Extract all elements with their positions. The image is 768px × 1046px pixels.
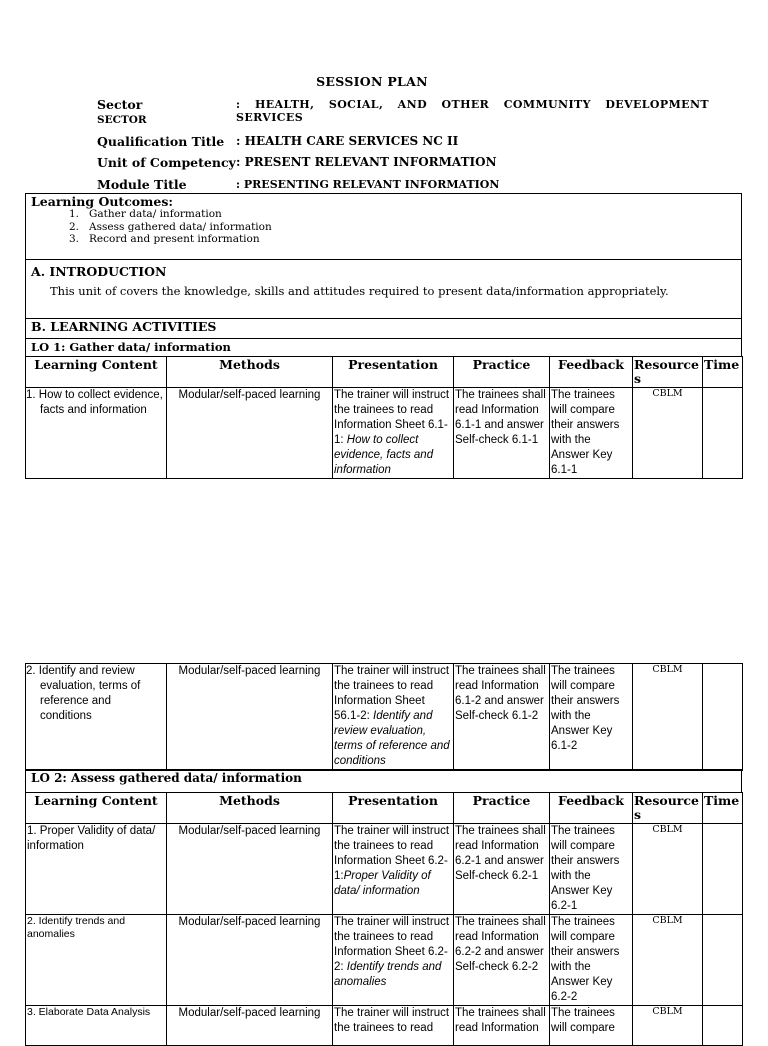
methods-cell: Modular/self-paced learning: [167, 664, 333, 771]
column-header-feedback: Feedback: [550, 793, 633, 824]
lo1-heading-box: [25, 338, 742, 357]
module-label: Module Title: [97, 177, 187, 192]
lo1-table: [25, 356, 743, 479]
resources-cell: CBLM: [633, 915, 703, 1006]
presentation-cell: [333, 915, 454, 1006]
lo2-table: [25, 792, 743, 1046]
learning-content-cell: 1. How to collect evidence, facts and information: [26, 388, 167, 479]
presentation-text: The trainer will instruct the trainees to read Information Sheet 6.2-1:: [334, 825, 450, 882]
learning-outcome-item: 1. Gather data/ information: [69, 208, 222, 220]
practice-cell: The trainees shall read Information 6.2-2 and answer Self-check 6.2-2: [454, 915, 550, 1006]
unit-value: : PRESENT RELEVANT INFORMATION: [236, 155, 497, 169]
feedback-cell: The trainees will compare their answers with the Answer Key 6.2-1: [550, 824, 633, 915]
page-title: SESSION PLAN: [316, 74, 428, 89]
presentation-cell: [333, 388, 454, 479]
learning-outcomes-box: [25, 193, 742, 260]
lo1-heading: LO 1: Gather data/ information: [31, 340, 231, 354]
column-header-presentation: Presentation: [333, 357, 454, 388]
column-header-resources: Resources: [633, 793, 703, 824]
feedback-cell: The trainees will compare their answers with the Answer Key 6.2-2: [550, 915, 633, 1006]
feedback-cell: The trainees will compare their answers with the Answer Key 6.1-2: [550, 664, 633, 771]
lo2-heading-box: [25, 769, 742, 793]
module-value: : PRESENTING RELEVANT INFORMATION: [236, 178, 500, 191]
learning-outcomes-list: [69, 208, 272, 246]
practice-cell: The trainees shall read Information: [454, 1006, 550, 1046]
methods-cell: Modular/self-paced learning: [167, 388, 333, 479]
presentation-cell: [333, 1006, 454, 1046]
column-header-presentation: Presentation: [333, 793, 454, 824]
introduction-heading: A. INTRODUCTION: [31, 264, 167, 279]
qualification-label: Qualification Title: [97, 134, 225, 149]
presentation-topic: Proper Validity of data/ information: [334, 870, 431, 897]
presentation-text: The trainer will instruct the trainees to read Information Sheet 6.1-1:: [334, 389, 450, 446]
methods-cell: Modular/self-paced learning: [167, 1006, 333, 1046]
methods-cell: Modular/self-paced learning: [167, 915, 333, 1006]
learning-content-cell: 2. Identify and review evaluation, terms of reference and conditions: [26, 664, 167, 771]
introduction-text: This unit of covers the knowledge, skills and attitudes required to present data/information appropriately.: [50, 284, 669, 298]
resources-cell: CBLM: [633, 664, 703, 771]
learning-content-cell: 1. Proper Validity of data/ information: [26, 824, 167, 915]
qualification-value: : HEALTH CARE SERVICES NC II: [236, 134, 459, 148]
column-header-practice: Practice: [454, 357, 550, 388]
column-header-content: Learning Content: [26, 793, 167, 824]
learning-content-cell: 2. Identify trends and anomalies: [26, 915, 167, 1006]
column-header-feedback: Feedback: [550, 357, 633, 388]
table-header-row: [26, 793, 743, 824]
column-header-resources: Resources: [633, 357, 703, 388]
resources-cell: CBLM: [633, 388, 703, 479]
resources-cell: CBLM: [633, 1006, 703, 1046]
column-header-practice: Practice: [454, 793, 550, 824]
practice-cell: The trainees shall read Information 6.1-2 and answer Self-check 6.1-2: [454, 664, 550, 771]
time-cell: [703, 388, 743, 479]
time-cell: [703, 915, 743, 1006]
unit-label: Unit of Competency: [97, 155, 236, 170]
presentation-topic: Identify trends and anomalies: [334, 961, 442, 988]
learning-activities-heading: B. LEARNING ACTIVITIES: [31, 319, 217, 334]
presentation-topic: Identify and review evaluation, terms of reference and conditions: [334, 710, 450, 767]
presentation-text: The trainer will instruct the trainees to read Information Sheet 56.1-2:: [334, 665, 450, 722]
sector-label: Sector: [97, 97, 143, 112]
column-header-content: Learning Content: [26, 357, 167, 388]
table-row: [26, 824, 743, 915]
practice-cell: The trainees shall read Information 6.1-1 and answer Self-check 6.1-1: [454, 388, 550, 479]
learning-activities-box: [25, 318, 742, 339]
column-header-methods: Methods: [167, 793, 333, 824]
presentation-cell: [333, 824, 454, 915]
sector-value: : HEALTH, SOCIAL, AND OTHER COMMUNITY DEVELOPMENT SERVICES: [236, 98, 709, 124]
table-header-row: [26, 357, 743, 388]
presentation-text: The trainer will instruct the trainees to read: [334, 1007, 450, 1034]
table-row: [26, 915, 743, 1006]
time-cell: [703, 1006, 743, 1046]
column-header-methods: Methods: [167, 357, 333, 388]
feedback-cell: The trainees will compare their answers with the Answer Key 6.1-1: [550, 388, 633, 479]
table-row: [26, 388, 743, 479]
learning-outcome-item: 3. Record and present information: [69, 233, 260, 245]
feedback-cell: The trainees will compare: [550, 1006, 633, 1046]
sector-value-cont: SECTOR: [97, 114, 147, 126]
table-row: [26, 1006, 743, 1046]
presentation-topic: How to collect evidence, facts and information: [334, 434, 434, 476]
learning-outcome-item: 2. Assess gathered data/ information: [69, 220, 272, 233]
learning-content-cell: 3. Elaborate Data Analysis: [26, 1006, 167, 1046]
time-cell: [703, 824, 743, 915]
lo2-heading: LO 2: Assess gathered data/ information: [31, 771, 302, 785]
practice-cell: The trainees shall read Information 6.2-1 and answer Self-check 6.2-1: [454, 824, 550, 915]
column-header-time: Time: [703, 357, 743, 388]
introduction-box: [25, 259, 742, 319]
methods-cell: Modular/self-paced learning: [167, 824, 333, 915]
presentation-cell: [333, 664, 454, 771]
learning-outcomes-heading: Learning Outcomes:: [31, 194, 173, 209]
time-cell: [703, 664, 743, 771]
table-row: [26, 664, 743, 771]
presentation-text: The trainer will instruct the trainees to read Information Sheet 6.2-2:: [334, 916, 450, 973]
column-header-time: Time: [703, 793, 743, 824]
resources-cell: CBLM: [633, 824, 703, 915]
lo1-table-continued: [25, 663, 743, 771]
